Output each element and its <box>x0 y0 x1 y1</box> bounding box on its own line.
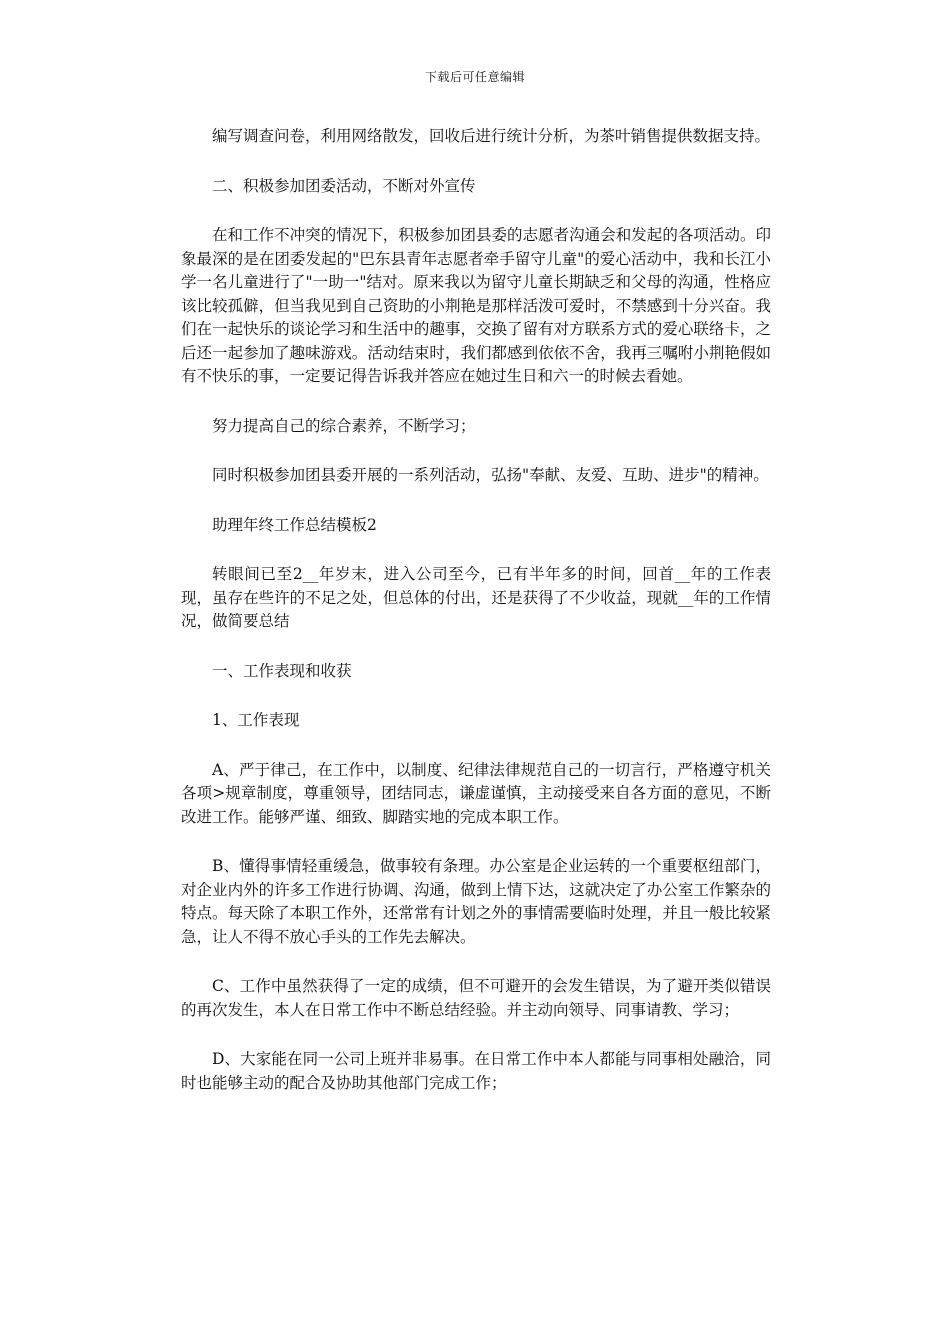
section-heading: 一、工作表现和收获 <box>212 661 352 680</box>
document-body <box>181 125 771 1121</box>
page-header: 下载后可任意编辑 <box>424 70 525 84</box>
paragraph: B、懂得事情轻重缓急，做事较有条理。办公室是企业运转的一个重要枢纽部门，对企业内外的许多工作进行协调、沟通，做到上情下达，这就决定了办公室工作繁杂的特点。每天除了本职工作外，还常常有计划之外的事情需要临时处理，并且一般比较紧急，让人不得不放心手头的工作先去解决。 <box>181 857 771 946</box>
paragraph: 努力提高自己的综合素养，不断学习； <box>212 416 476 435</box>
paragraph: 在和工作不冲突的情况下，积极参加团县委的志愿者沟通会和发起的各项活动。印象最深的是在团委发起的"巴东县青年志愿者牵手留守儿童"的爱心活动中，我和长江小学一名儿童进行了"一助一"结对。原来我以为留守儿童长期缺乏和父母的沟通，性格应该比较孤僻，但当我见到自己资助的小荆艳是那样活泼可爱时，不禁感到十分兴奋。我们在一起快乐的谈论学习和生活中的趣事，交换了留有对方联系方式的爱心联络卡，之后还一起参加了趣味游戏。活动结束时，我们都感到依依不舍，我再三嘱咐小荆艳假如有不快乐的事，一定要记得告诉我并答应在她过生日和六一的时候去看她。 <box>181 226 771 385</box>
paragraph: 转眼间已至2__年岁末，进入公司至今，已有半年多的时间，回首__年的工作表现，虽存在些许的不足之处，但总体的付出，还是获得了不少收益，现就__年的工作情况，做简要总结 <box>181 565 771 630</box>
section-heading: 二、积极参加团委活动，不断对外宣传 <box>212 176 476 195</box>
paragraph: A、严于律己，在工作中，以制度、纪律法律规范自己的一切言行，严格遵守机关各项>规章制度，尊重领导，团结同志，谦虚谨慎，主动接受来自各方面的意见，不断改进工作。能够严谨、细致、脚踏实地的完成本职工作。 <box>181 760 771 826</box>
paragraph: C、工作中虽然获得了一定的成绩，但不可避开的会发生错误，为了避开类似错误的再次发生，本人在日常工作中不断总结经验。并主动向领导、同事请教、学习； <box>181 977 771 1019</box>
paragraph: 同时积极参加团县委开展的一系列活动，弘扬"奉献、友爱、互助、进步"的精神。 <box>212 466 769 484</box>
paragraph: D、大家能在同一公司上班并非易事。在日常工作中本人都能与同事相处融洽，同时也能够主动的配合及协助其他部门完成工作； <box>181 1050 771 1092</box>
section-title: 助理年终工作总结模板2 <box>212 515 377 534</box>
paragraph: 编写调查问卷，利用网络散发，回收后进行统计分析，为茶叶销售提供数据支持。 <box>212 127 771 145</box>
subsection-heading: 1、工作表现 <box>212 711 300 729</box>
